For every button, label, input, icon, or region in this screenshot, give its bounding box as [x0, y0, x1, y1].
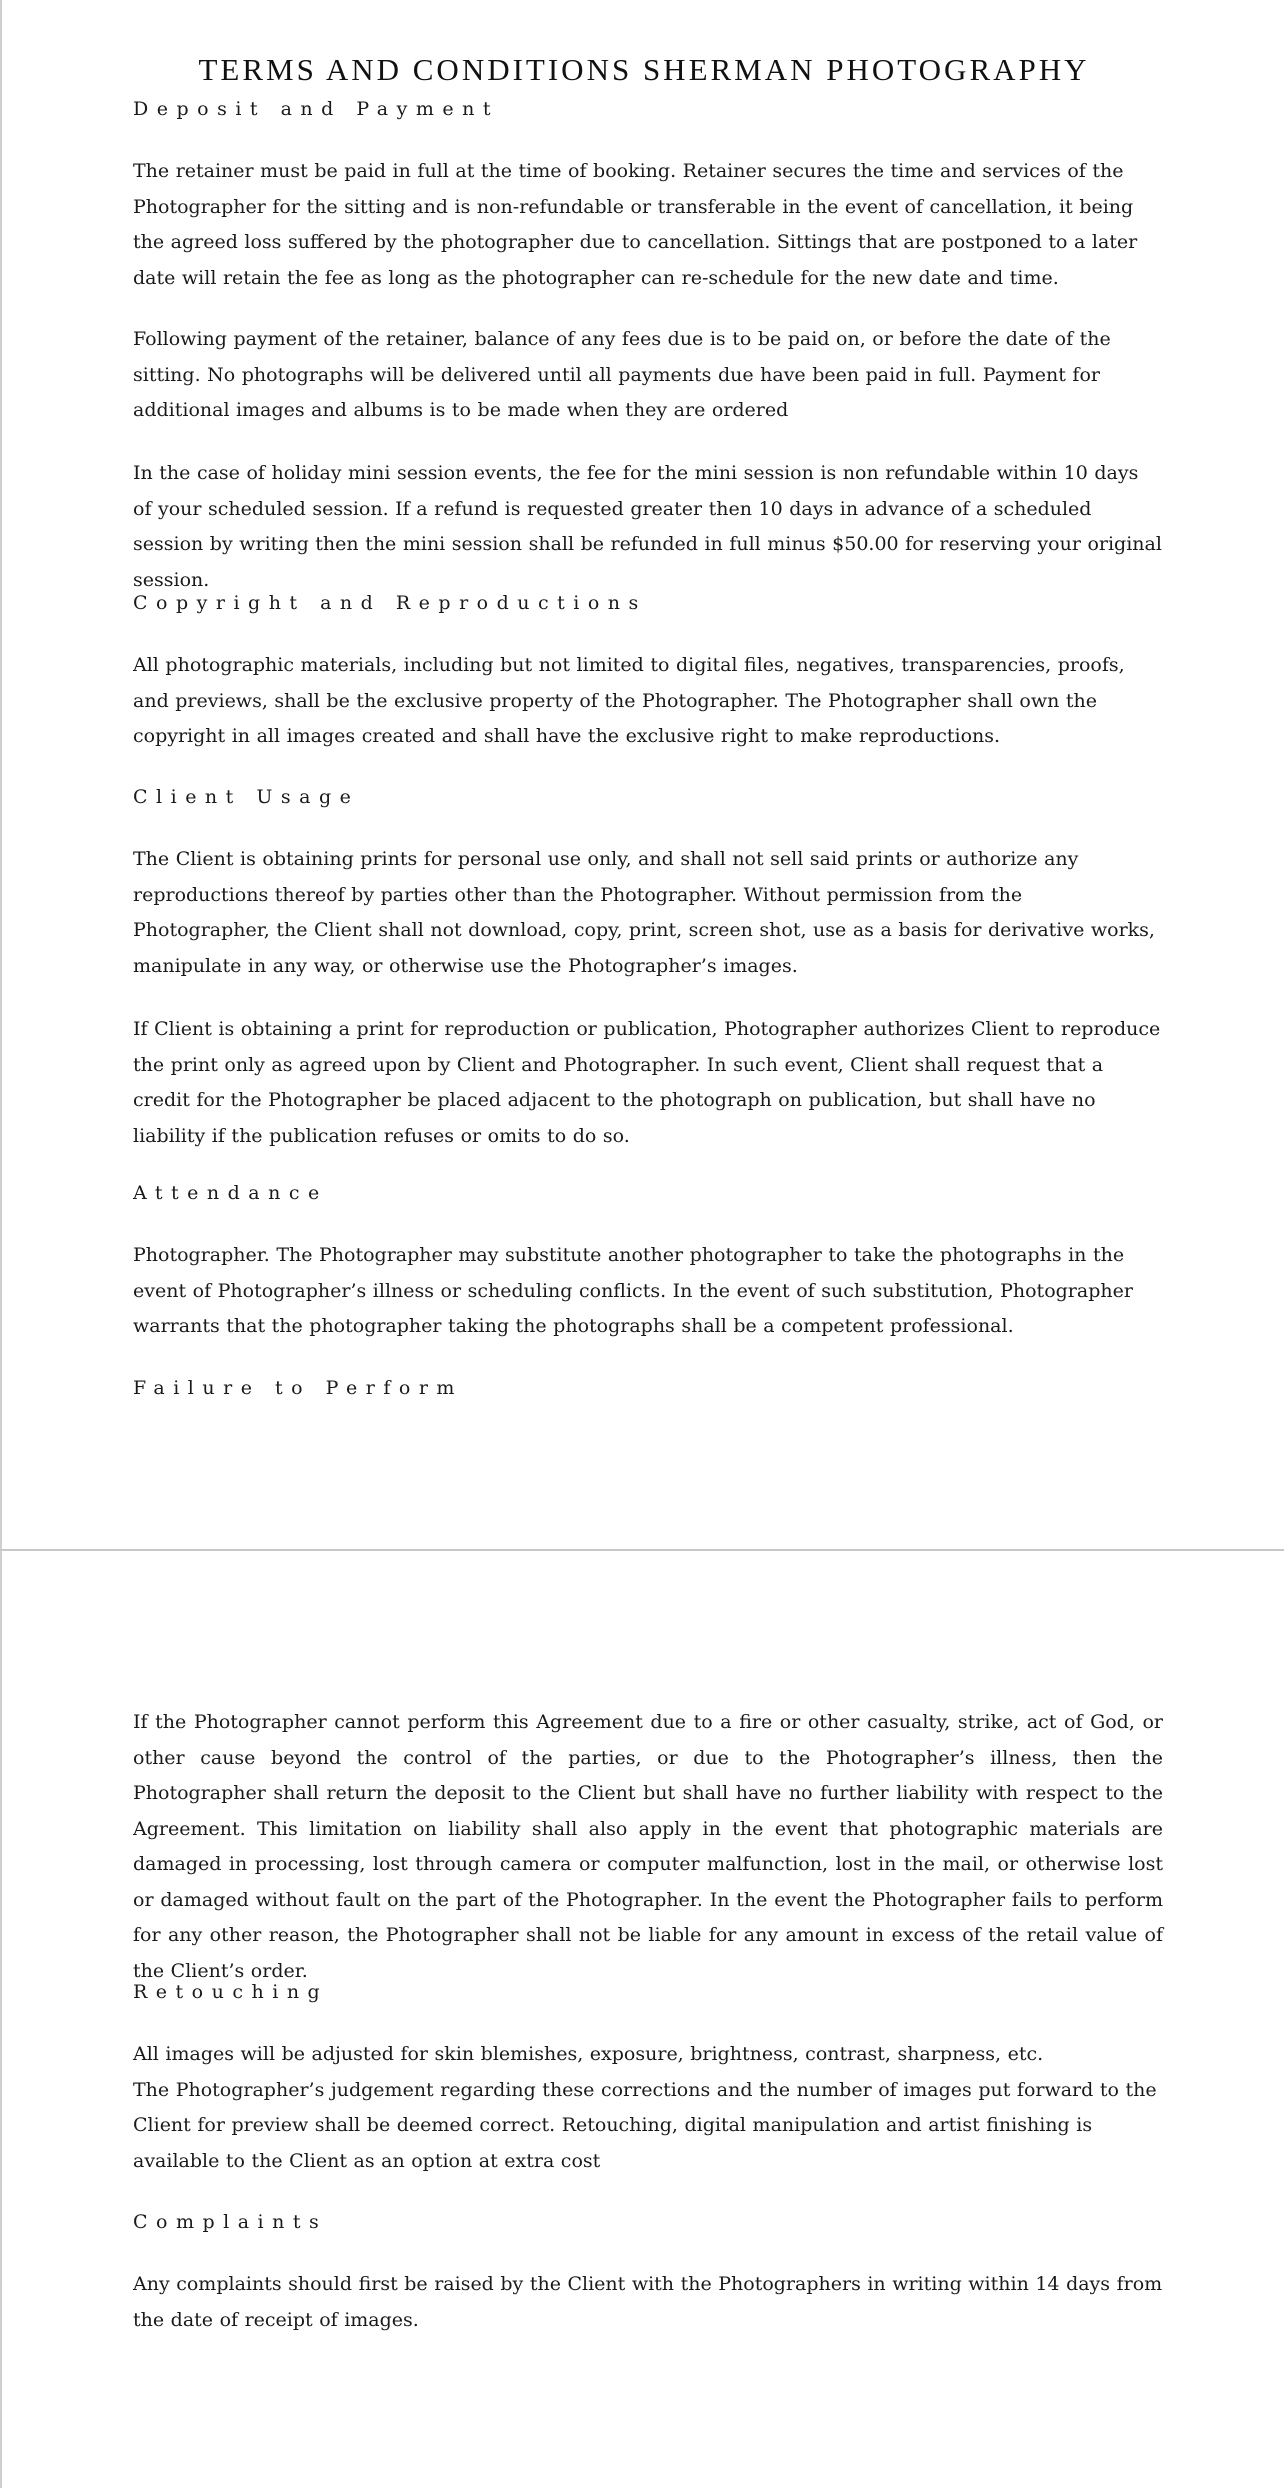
section-heading-deposit [133, 98, 1163, 120]
section-heading-retouching [133, 1981, 1163, 2003]
heading-failure-to-perform: Failure to Perform [133, 1377, 463, 1399]
heading-client-usage: Client Usage [133, 786, 360, 808]
deposit-paragraph-3 [133, 456, 1163, 598]
paragraph-text: If Client is obtaining a print for reproduction or publication, Photographer authorizes Client to reproduce the print only as agreed upon by Client and Photographer. In such event, Client shall request that a credit for the Photographer be placed adjacent to the photograph on publication, but shall have no liability if the publication refuses or omits to do so. [133, 1018, 1161, 1147]
paragraph-line: All images will be adjusted for skin blemishes, exposure, brightness, contrast, sharpness, etc. [133, 2043, 1044, 2065]
document-page-2 [0, 1551, 1284, 2488]
retouching-paragraph-1 [133, 2037, 1163, 2179]
heading-deposit-and-payment: Deposit and Payment [133, 98, 499, 120]
usage-paragraph-2 [133, 1012, 1163, 1154]
heading-copyright-and-reproductions: Copyright and Reproductions [133, 592, 647, 614]
section-heading-complaints [133, 2211, 1163, 2233]
document-title: TERMS AND CONDITIONS SHERMAN PHOTOGRAPHY [198, 52, 1090, 87]
copyright-paragraph-1 [133, 648, 1163, 755]
heading-complaints: Complaints [133, 2211, 328, 2233]
paragraph-text: If the Photographer cannot perform this Agreement due to a fire or other casualty, strike, act of God, or other cause beyond the control of the parties, or due to the Photographer’s illness, then the Photographer shall return the deposit to the Client but shall have no further liability with respect to the Agreement. This limitation on liability shall also apply in the event that photographic materials are damaged in processing, lost through camera or computer malfunction, lost in the mail, or otherwise lost or damaged without fault on the part of the Photographer. In the event the Photographer fails to perform for any other reason, the Photographer shall not be liable for any amount in excess of the retail value of the Client’s order. [133, 1711, 1163, 1982]
heading-attendance: Attendance [133, 1182, 328, 1204]
complaints-paragraph-1 [133, 2267, 1163, 2338]
paragraph-text: Any complaints should first be raised by the Client with the Photographers in writing within 14 days from the date of receipt of images. [133, 2273, 1163, 2331]
attendance-paragraph-1 [133, 1238, 1163, 1345]
deposit-paragraph-1 [133, 154, 1163, 296]
paragraph-text: The Photographer’s judgement regarding these corrections and the number of images put forward to the Client for preview shall be deemed correct. Retouching, digital manipulation and artist finishing is available to the Client as an option at extra cost [133, 2078, 1157, 2172]
usage-paragraph-1 [133, 842, 1163, 984]
heading-retouching: Retouching [133, 1981, 329, 2003]
paragraph-text: Photographer. The Photographer may substitute another photographer to take the photographs in the event of Photographer’s illness or scheduling conflicts. In the event of such substitution, Photographer warrants that the photographer taking the photographs shall be a competent professional. [133, 1244, 1133, 1337]
section-heading-attendance [133, 1182, 1163, 1204]
section-heading-failure [133, 1377, 1163, 1399]
paragraph-text: All photographic materials, including but not limited to digital files, negatives, transparencies, proofs, and previews, shall be the exclusive property of the Photographer. The Photographer shall own the copyright in all images created and shall have the exclusive right to make reproductions. [133, 654, 1125, 747]
paragraph-text: The Client is obtaining prints for personal use only, and shall not sell said prints or authorize any reproductions thereof by parties other than the Photographer. Without permission from the Photographer, the Client shall not download, copy, print, screen shot, use as a basis for derivative works, manipulate in any way, or otherwise use the Photographer’s images. [133, 848, 1155, 977]
paragraph-text: The retainer must be paid in full at the time of booking. Retainer secures the time and services of the Photographer for the sitting and is non-refundable or transferable in the event of cancellation, it being the agreed loss suffered by the photographer due to cancellation. Sittings that are postponed to a later date will retain the fee as long as the photographer can re-schedule for the new date and time. [133, 160, 1138, 289]
section-heading-copyright [133, 592, 1163, 614]
paragraph-text: Following payment of the retainer, balance of any fees due is to be paid on, or before the date of the sitting. No photographs will be delivered until all payments due have been paid in full. Payment for additional images and albums is to be made when they are ordered [133, 328, 1111, 421]
paragraph-text: In the case of holiday mini session events, the fee for the mini session is non refundable within 10 days of your scheduled session. If a refund is requested greater then 10 days in advance of a scheduled session by writing then the mini session shall be refunded in full minus $50.00 for reserving your original session. [133, 462, 1162, 591]
deposit-paragraph-2 [133, 322, 1163, 429]
failure-paragraph-1 [133, 1705, 1163, 1989]
section-heading-usage [133, 786, 1163, 808]
